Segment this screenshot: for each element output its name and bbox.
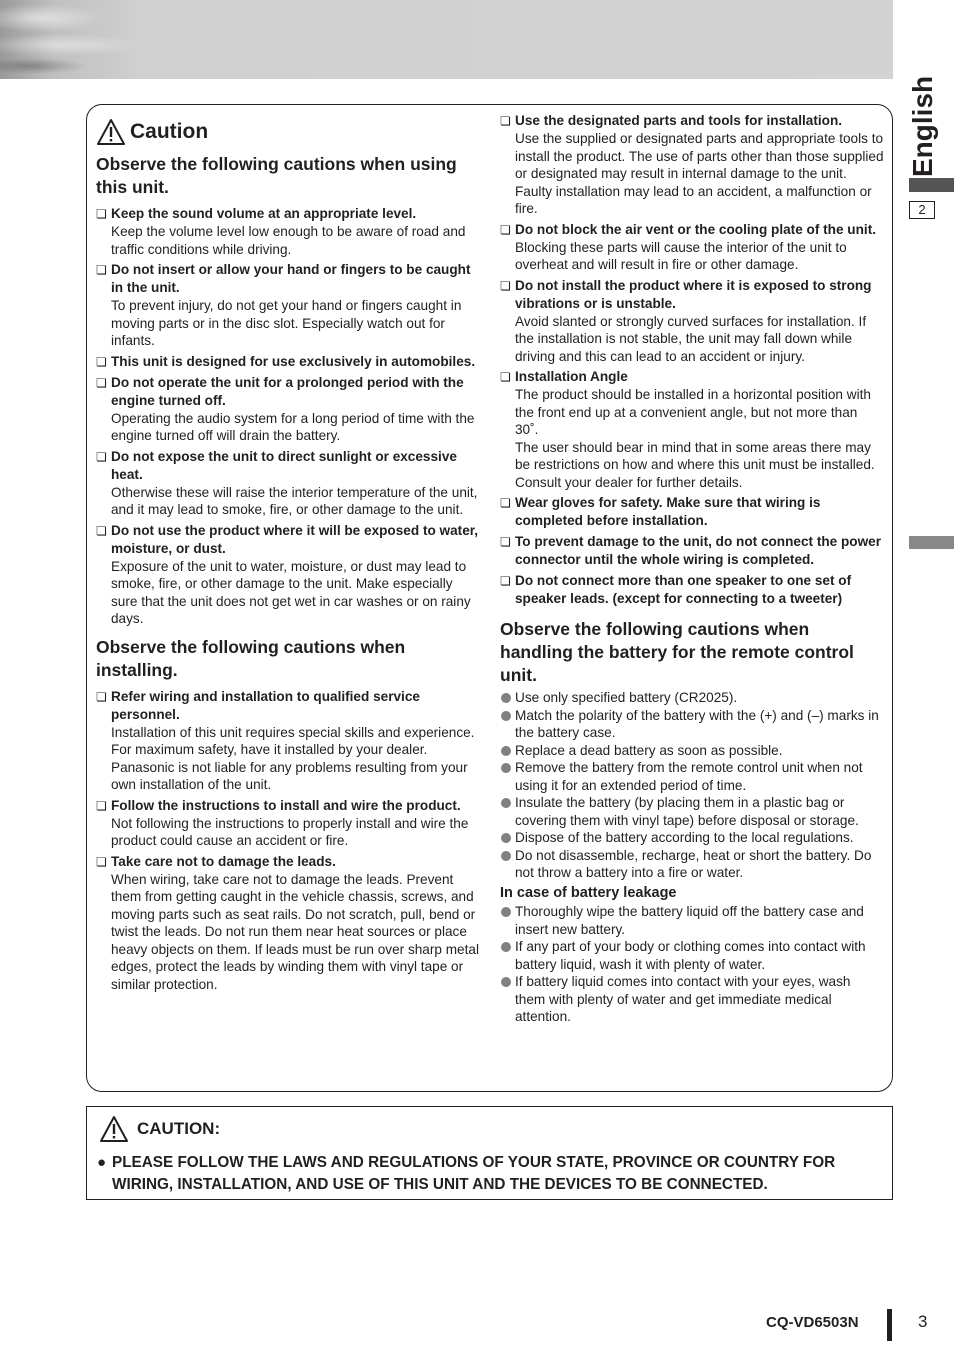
bullet-icon: ● bbox=[97, 1154, 107, 1171]
legal-caution-box bbox=[86, 1106, 893, 1200]
bullet-item: Use only specified battery (CR2025). bbox=[500, 689, 884, 707]
caution-item bbox=[500, 533, 884, 569]
right-column bbox=[500, 112, 884, 1026]
bullet-item: If battery liquid comes into contact with your eyes, wash them with plenty of water and get immediate medical attention. bbox=[500, 973, 884, 1026]
legal-caution-heading bbox=[99, 1115, 220, 1143]
caution-item-text: Keep the volume level low enough to be aware of road and traffic conditions while driving. bbox=[111, 224, 466, 257]
warning-icon bbox=[99, 1115, 129, 1143]
caution-item-heading: ❏ Keep the sound volume at an appropriate level. bbox=[96, 205, 480, 223]
caution-item-heading: ❏ Do not insert or allow your hand or fingers to be caught in the unit. bbox=[96, 261, 480, 297]
language-tab-bar bbox=[909, 178, 954, 192]
page-number: 3 bbox=[918, 1312, 928, 1331]
caution-item bbox=[96, 688, 480, 794]
caution-item-heading: ❏ Take care not to damage the leads. bbox=[96, 853, 480, 871]
caution-item-heading: ❏ This unit is designed for use exclusively in automobiles. bbox=[96, 353, 480, 371]
bullet-item: Do not disassemble, recharge, heat or short the battery. Do not throw a battery into a fire or water. bbox=[500, 847, 884, 882]
caution-item bbox=[96, 261, 480, 350]
caution-title: Caution bbox=[130, 120, 209, 144]
caution-item-text: To prevent injury, do not get your hand or fingers caught in moving parts or in the disc slot. Especially watch out for infants. bbox=[111, 298, 462, 348]
caution-item bbox=[96, 205, 480, 258]
caution-item bbox=[96, 448, 480, 519]
legal-caution-text bbox=[97, 1152, 887, 1196]
legal-caution-title: CAUTION: bbox=[137, 1119, 221, 1138]
caution-item-heading: ❏ Do not expose the unit to direct sunlight or excessive heat. bbox=[96, 448, 480, 484]
caution-item-heading: ❏ Use the designated parts and tools for installation. bbox=[500, 112, 884, 130]
language-label: English bbox=[907, 75, 938, 177]
caution-item-heading: ❏ Follow the instructions to install and wire the product. bbox=[96, 797, 480, 815]
warning-icon bbox=[96, 118, 126, 146]
caution-item-text: Avoid slanted or strongly curved surfaces for installation. If the installation is not stable, the unit may fall down while driving and this can lead to an accident or injury. bbox=[515, 313, 867, 364]
caution-item bbox=[500, 494, 884, 530]
side-marker bbox=[909, 536, 954, 549]
caution-item-heading: ❏ Do not use the product where it will be exposed to water, moisture, or dust. bbox=[96, 522, 480, 558]
caution-item-heading: ❏ Refer wiring and installation to qualified service personnel. bbox=[96, 688, 480, 724]
bullet-item: If any part of your body or clothing comes into contact with battery liquid, wash it with plenty of water. bbox=[500, 938, 884, 973]
legal-caution-content: PLEASE FOLLOW THE LAWS AND REGULATIONS OF YOUR STATE, PROVINCE OR COUNTRY FOR WIRING, INSTALLATION, AND USE OF THIS UNIT AND THE DEVICES TO BE CONNECTED. bbox=[112, 1154, 836, 1193]
caution-item bbox=[96, 353, 480, 371]
bullet-item: Insulate the battery (by placing them in a plastic bag or covering them with vinyl tape) before disposal or storage. bbox=[500, 794, 884, 829]
leakage-title: In case of battery leakage bbox=[500, 884, 677, 901]
caution-item-heading: ❏ Installation Angle bbox=[500, 368, 884, 386]
bullet-item: Dispose of the battery according to the local regulations. bbox=[500, 829, 884, 847]
caution-item-heading: ❏ Do not connect more than one speaker to one set of speaker leads. (except for connecting to a tweeter) bbox=[500, 572, 884, 608]
language-tab bbox=[904, 75, 938, 177]
caution-item bbox=[500, 368, 884, 491]
caution-item-text: Not following the instructions to properly install and wire the product could cause an accident or fire. bbox=[111, 815, 469, 848]
caution-item bbox=[96, 374, 480, 445]
caution-item-heading: ❏ Do not operate the unit for a prolonged period with the engine turned off. bbox=[96, 374, 480, 410]
caution-item-text: The product should be installed in a horizontal position with the front end up at a convenient angle, but not more than 30˚. bbox=[515, 387, 871, 437]
caution-heading bbox=[96, 117, 480, 147]
caution-item-text: Operating the audio system for a long period of time with the engine turned off will drain the battery. bbox=[111, 410, 475, 443]
caution-item-text: Installation of this unit requires special skills and experience. For maximum safety, have it installed by your dealer. Panasonic is not liable for any problems resulting from your own installation of the unit. bbox=[111, 724, 475, 792]
header-band bbox=[0, 0, 893, 79]
caution-item bbox=[500, 221, 884, 274]
caution-item bbox=[96, 853, 480, 994]
caution-item bbox=[96, 797, 480, 850]
caution-item bbox=[500, 112, 884, 218]
bullet-item: Match the polarity of the battery with the (+) and (–) marks in the battery case. bbox=[500, 707, 884, 742]
caution-item bbox=[500, 572, 884, 608]
bullet-item: Remove the battery from the remote control unit when not using it for an extended period of time. bbox=[500, 759, 884, 794]
caution-item-text: Use the supplied or designated parts and appropriate tools to install the product. The use of parts other than those supplied or designated may result in internal damage to the unit. Faulty installation may lead to an accident, a malfunction or fire. bbox=[515, 131, 884, 216]
caution-item-heading: ❏ Wear gloves for safety. Make sure that wiring is completed before installation. bbox=[500, 494, 884, 530]
caution-item-text: Exposure of the unit to water, moisture, or dust may lead to smoke, fire, or other damage to the unit. Make especially sure that the unit does not get wet in car washes or on rainy days. bbox=[111, 558, 471, 626]
header-sky-image bbox=[0, 0, 170, 79]
footer-divider bbox=[887, 1309, 892, 1341]
caution-item-text: Blocking these parts will cause the interior of the unit to overheat and will result in fire or other damage. bbox=[515, 239, 847, 272]
section-title-install: Observe the following cautions when installing. bbox=[96, 636, 406, 680]
caution-item bbox=[500, 277, 884, 366]
left-column bbox=[96, 117, 480, 996]
section-title-use: Observe the following cautions when using this unit. bbox=[96, 154, 457, 197]
section-number: 2 bbox=[909, 201, 935, 219]
caution-item-text: Otherwise these will raise the interior temperature of the unit, and it may lead to smoke, fire, or other damage to the unit. bbox=[111, 484, 478, 517]
model-number: CQ-VD6503N bbox=[766, 1314, 859, 1331]
caution-item-heading: ❏ Do not block the air vent or the cooling plate of the unit. bbox=[500, 221, 884, 239]
bullet-item: Replace a dead battery as soon as possible. bbox=[500, 742, 884, 760]
caution-item-heading: ❏ Do not install the product where it is exposed to strong vibrations or is unstable. bbox=[500, 277, 884, 313]
caution-item-heading: ❏ To prevent damage to the unit, do not connect the power connector until the whole wiring is completed. bbox=[500, 533, 884, 569]
bullet-item: Thoroughly wipe the battery liquid off the battery case and insert new battery. bbox=[500, 903, 884, 938]
section-title-battery: Observe the following cautions when handling the battery for the remote control unit. bbox=[500, 619, 854, 685]
caution-item-text: When wiring, take care not to damage the leads. Prevent them from getting caught in the vehicle chassis, screws, and moving parts such as seat rails. Do not scratch, pull, bend or twist the leads. Do not run them near heat sources or place heavy objects on them. If leads must be run over sharp metal edges, protect the leads by winding them with vinyl tape or similar protection. bbox=[111, 871, 479, 992]
caution-item bbox=[96, 522, 480, 628]
caution-item-text: The user should bear in mind that in some areas there may be restrictions on how and where this unit must be installed. Consult your dealer for further details. bbox=[515, 439, 875, 490]
